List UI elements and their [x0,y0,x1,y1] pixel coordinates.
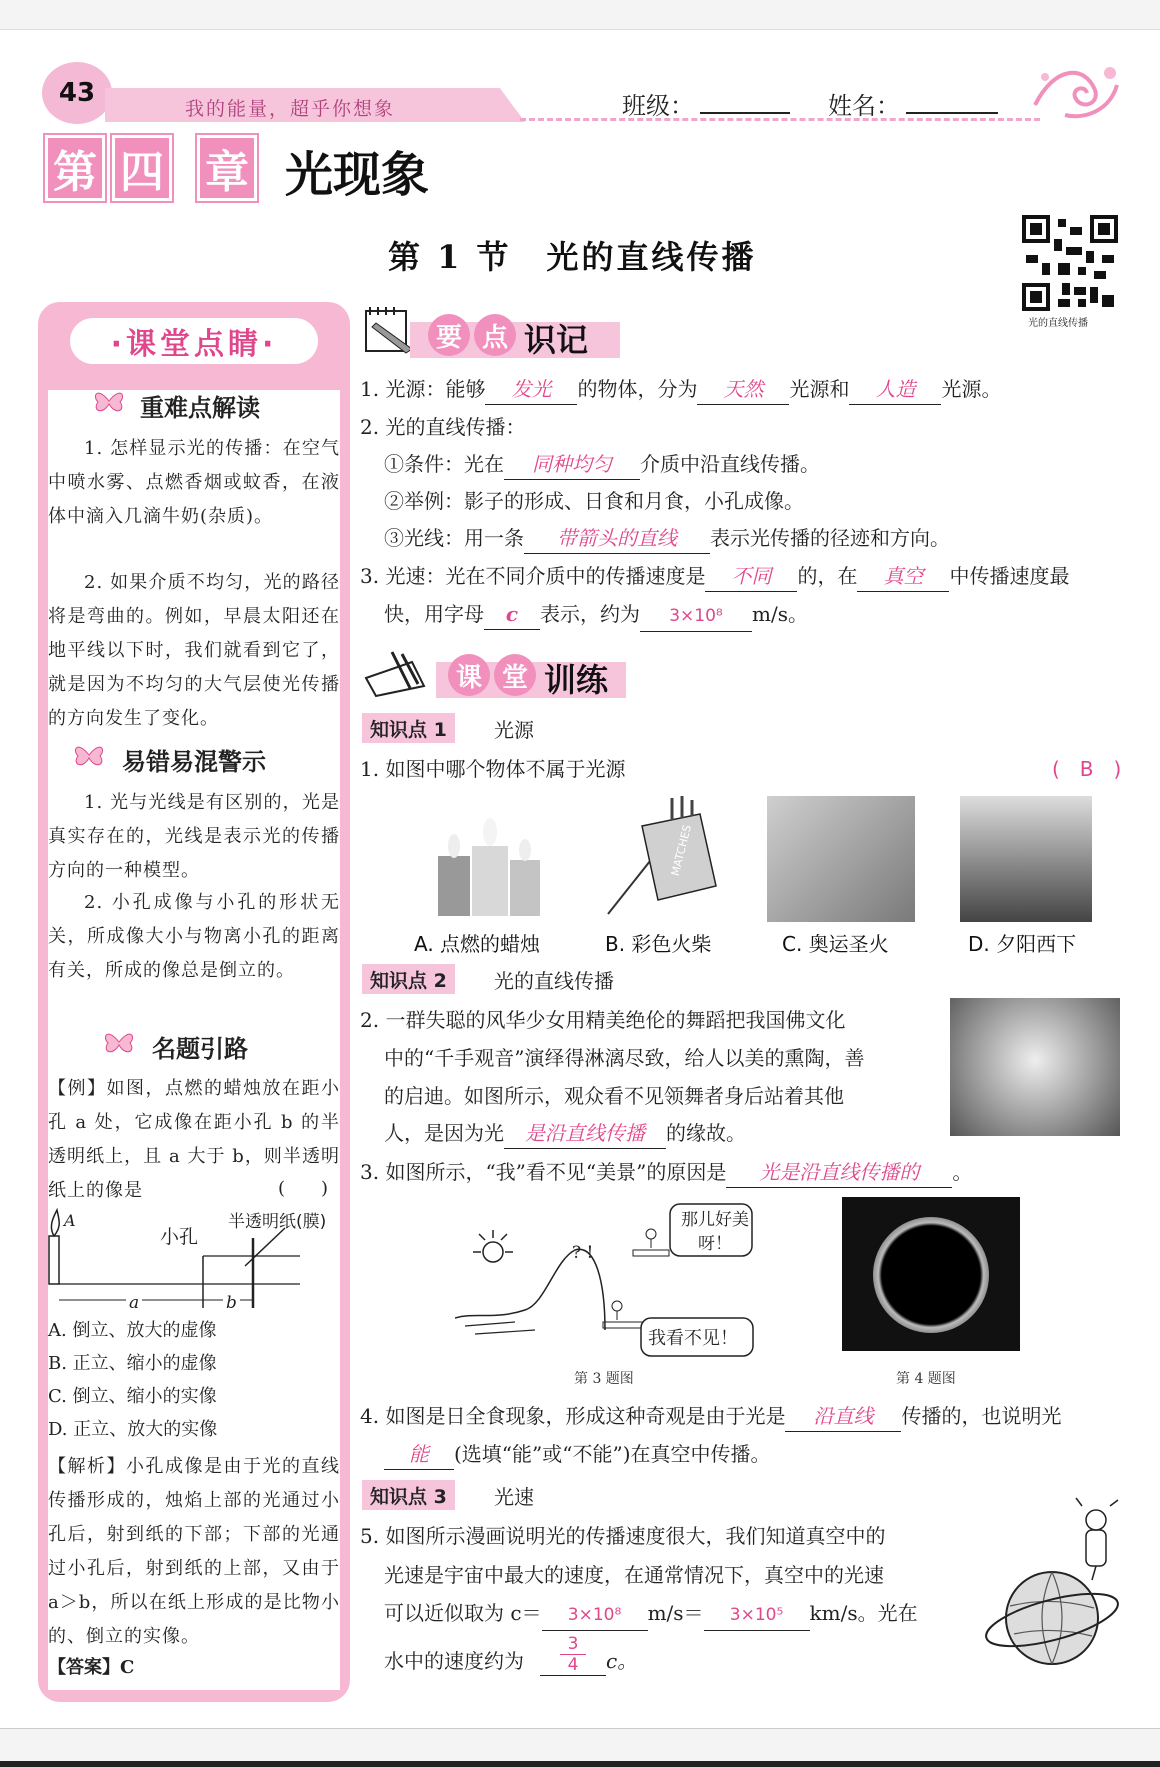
example-option-b: B. 正立、缩小的虚像 [48,1353,217,1374]
olympic-torch-image [767,796,915,922]
sidebar-para-3: 1. 光与光线是有区别的，光是真实存在的，光线是表示光的传播方向的一种模型。 [48,792,340,881]
question-2-line-3: 的启迪。如图所示，观众看不见领舞者身后站着其他 [384,1084,844,1108]
diagram-label-a: a [126,1288,142,1318]
sunset-image [960,796,1092,922]
sidebar-subtitle-mistakes: 易错易混警示 [122,748,266,776]
sidebar-example: 【例】如图，点燃的蜡烛放在距小孔 a 处，它成像在距小孔 b 的半透明纸上，且 a 大于 b，则半透明纸上的像是 [48,1078,340,1201]
qr-code-icon[interactable] [1022,215,1118,311]
notebook-pens-icon [362,648,442,698]
example-answer-paren: ( ) [278,1178,329,1199]
question-4-line-1: 4. 如图是日全食现象，形成这种奇观是由于光是 沿直线 传播的，也说明光 [360,1401,1061,1432]
fraction-answer [540,1634,606,1676]
question-2-line-4: 人，是因为光 是沿直线传播 的缘故。 [384,1118,746,1149]
chapter-char-3: 章 [197,135,257,201]
name-field[interactable] [906,112,998,114]
diagram-label-A: A [64,1211,76,1230]
qr-caption: 光的直线传播 [1028,318,1088,329]
figure-3-caption: 第 3 题图 [574,1371,634,1387]
cartoon-qmarks: ? ! [572,1243,594,1263]
butterfly-icon [72,740,106,770]
diagram-label-hole: 小孔 [160,1226,199,1248]
knowledge-tag-3: 知识点 3 [362,1480,455,1510]
knowledge-tag-1: 知识点 1 [362,713,455,743]
diagram-label-paper: 半透明纸(膜) [228,1212,327,1232]
header-dashed-line [520,118,1040,121]
question-2-line-1: 2. 一群失聪的风华少女用精美绝伦的舞蹈把我国佛文化 [360,1008,846,1032]
butterfly-icon [102,1027,136,1057]
class-label: 班级： [622,92,694,120]
fraction-denominator: 4 [567,1655,579,1675]
yaodian-circle-1: 要 [428,314,470,356]
fraction-numerator: 3 [560,1634,586,1655]
knowledge-title-3: 光速 [494,1485,534,1509]
speech-bubble-cannot-see: 我看不见！ [648,1328,738,1349]
yaodian-line-7: 快，用字母 c 表示，约为 3×10⁸ m/s。 [384,599,808,632]
question-4-line-2: 能 (选填“能”或“不能”)在真空中传播。 [384,1439,771,1470]
question-5-c: c。 [606,1649,638,1673]
sidebar-analysis: 【解析】小孔成像是由于光的直线传播形成的，烛焰上部的光通过小孔后，射到纸的下部；下部的光通过小孔后，射到纸的上部，又由于 a＞b，所以在纸上形成的是比物小的、倒立的实像。 [48,1456,340,1647]
question-5-line-3: 可以近似取为 c＝ 3×10⁸ m/s＝ 3×10⁵ km/s。光在 [384,1598,918,1631]
sidebar-para-1: 1. 怎样显示光的传播：在空气中喷水雾、点燃香烟或蚊香，在液体中滴入几滴牛奶(杂质)。 [48,438,340,527]
ketang-title: 训练 [544,661,609,699]
sidebar-para-2: 2. 如果介质不均匀，光的路径将是弯曲的。例如，早晨太阳还在地平线以下时，我们就看到它了，就是因为不均匀的大气层使光传播的方向发生了变化。 [48,572,340,729]
example-option-d: D. 正立、放大的实像 [48,1419,218,1440]
example-option-c: C. 倒立、缩小的实像 [48,1386,217,1407]
section-title: 第 1 节 光的直线传播 [388,238,757,276]
floral-ornament-icon [1025,55,1125,125]
knowledge-title-1: 光源 [494,718,534,742]
yaodian-circle-2: 点 [474,314,516,356]
sidebar-subtitle-key-points: 重难点解读 [140,394,260,422]
sidebar-answer: 【答案】C [48,1657,135,1678]
yaodian-line-1: 1. 光源：能够 发光 的物体，分为 天然 光源和 人造 光源。 [360,374,1001,405]
matches-label: MATCHES [668,823,695,878]
candles-image [432,790,562,920]
chapter-char-2: 四 [112,135,172,201]
speech-bubble-beautiful: 那儿好美呀！ [681,1210,749,1254]
sidebar-para-4: 2. 小孔成像与小孔的形状无关，所成像大小与物离小孔的距离有关，所成的像总是倒立的。 [48,892,340,981]
chapter-char-1: 第 [45,135,105,201]
example-option-a: A. 倒立、放大的虚像 [48,1320,217,1341]
question-2-line-2: 中的“千手观音”演绎得淋漓尽致，给人以美的熏陶，善 [384,1046,865,1070]
top-bar [0,0,1160,30]
ketang-circle-2: 堂 [494,654,536,696]
knowledge-tag-2: 知识点 2 [362,964,455,994]
caption-c: C. 奥运圣火 [782,932,889,956]
knowledge-title-2: 光的直线传播 [494,969,614,993]
caption-b: B. 彩色火柴 [605,932,712,956]
motto: 我的能量，超乎你想象 [185,98,396,120]
question-1: 1. 如图中哪个物体不属于光源 [360,757,626,781]
name-label: 姓名： [828,92,900,120]
yaodian-line-6: 3. 光速：光在不同介质中的传播速度是 不同 的，在 真空 中传播速度最 [360,561,1069,592]
sidebar-title: ·课堂点睛· [70,318,318,364]
chapter-title: 光现象 [285,147,430,203]
butterfly-icon [92,386,126,416]
yaodian-line-4: ②举例：影子的形成、日食和月食，小孔成像。 [384,489,804,513]
matches-image [600,790,730,920]
figure-4-caption: 第 4 题图 [896,1371,956,1387]
bottom-bar [0,1728,1160,1767]
diagram-label-b: b [223,1288,240,1318]
class-field[interactable] [700,112,790,114]
globe-astronaut-cartoon [982,1496,1132,1676]
page-number: 43 [42,62,112,124]
ketang-circle-1: 课 [448,654,490,696]
question-3: 3. 如图所示，“我”看不见“美景”的原因是 光是沿直线传播的 。 [360,1157,972,1188]
question-5-line-1: 5. 如图所示漫画说明光的传播速度很大，我们知道真空中的 [360,1524,886,1548]
yaodian-line-3: ①条件：光在 同种均匀 介质中沿直线传播。 [384,449,820,480]
yaodian-line-2: 2. 光的直线传播： [360,415,526,439]
yaodian-title: 识记 [524,321,589,359]
yaodian-line-5: ③光线：用一条 带箭头的直线 表示光传播的径迹和方向。 [384,523,950,554]
solar-eclipse-image [842,1197,1020,1351]
caption-a: A. 点燃的蜡烛 [414,932,541,956]
question-5-line-2: 光速是宇宙中最大的速度，在通常情况下，真空中的光速 [384,1563,884,1587]
question-5-line-4: 水中的速度约为 [384,1649,524,1673]
caption-d: D. 夕阳西下 [968,932,1077,956]
thousand-hand-dance-image [950,998,1120,1136]
sidebar-subtitle-example: 名题引路 [152,1035,248,1063]
question-1-answer: ( B ) [1052,757,1122,781]
